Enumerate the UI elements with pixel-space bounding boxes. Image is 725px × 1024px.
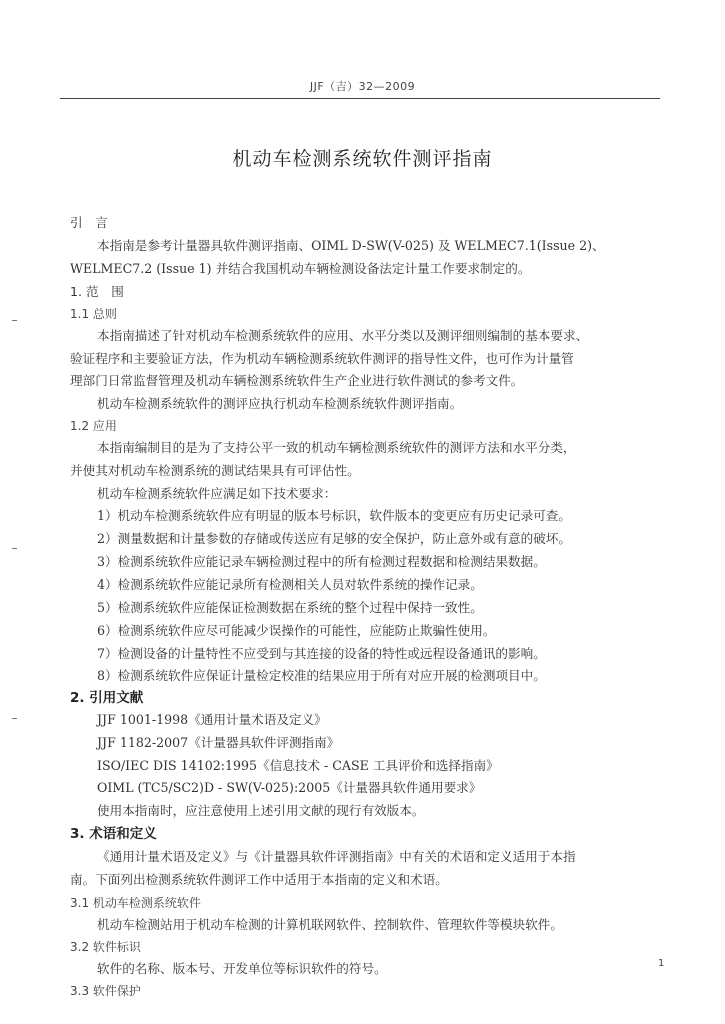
- reference-item: OIML (TC5/SC2)D - SW(V-025):2005《计量器具软件通用要求》: [97, 780, 482, 795]
- paragraph-line: 《通用计量术语及定义》与《计量器具软件评测指南》中有关的术语和定义适用于本指: [97, 849, 576, 864]
- section-2-heading: 2. 引用文献: [70, 690, 144, 706]
- section-3-heading: 3. 术语和定义: [70, 826, 157, 842]
- paragraph-line: 本指南编制目的是为了支持公平一致的机动车辆检测系统软件的测评方法和水平分类，: [97, 440, 576, 455]
- section-1-1-heading: 1.1 总则: [70, 307, 117, 321]
- binding-mark: [12, 548, 17, 549]
- section-3-2-heading: 3.2 软件标识: [70, 940, 141, 954]
- reference-note: 使用本指南时，应注意使用上述引用文献的现行有效版本。: [97, 803, 425, 818]
- requirement-item: 1）机动车检测系统软件应有明显的版本号标识，软件版本的变更应有历史记录可查。: [97, 508, 571, 523]
- reference-item: ISO/IEC DIS 14102:1995《信息技术 - CASE 工具评价和选择指南》: [97, 758, 499, 773]
- section-1-heading: 1. 范 围: [70, 284, 124, 299]
- paragraph-line: 机动车检测系统软件的测评应执行机动车检测系统软件测评指南。: [97, 396, 463, 411]
- intro-line: WELMEC7.2 (Issue 1) 并结合我国机动车辆检测设备法定计量工作要求制定的。: [70, 261, 531, 276]
- section-3-1-heading: 3.1 机动车检测系统软件: [70, 896, 201, 910]
- paragraph-line: 机动车检测系统软件应满足如下技术要求：: [97, 486, 337, 501]
- binding-mark: [12, 320, 17, 321]
- binding-mark: [12, 718, 17, 719]
- requirement-item: 7）检测设备的计量特性不应受到与其连接的设备的特性或远程设备通讯的影响。: [97, 646, 546, 661]
- header-rule: [60, 98, 660, 99]
- requirement-item: 6）检测系统软件应尽可能减少误操作的可能性，应能防止欺骗性使用。: [97, 623, 496, 638]
- requirement-item: 5）检测系统软件应能保证检测数据在系统的整个过程中保持一致性。: [97, 600, 483, 615]
- reference-item: JJF 1001-1998《通用计量术语及定义》: [97, 712, 327, 727]
- requirement-item: 2）测量数据和计量参数的存储或传送应有足够的安全保护，防止意外或有意的破坏。: [97, 531, 571, 546]
- paragraph-line: 南。下面列出检测系统软件测评工作中适用于本指南的定义和术语。: [70, 872, 448, 887]
- definition-text: 机动车检测站用于机动车检测的计算机联网软件、控制软件、管理软件等模块软件。: [97, 917, 563, 932]
- page-number: 1: [658, 958, 665, 969]
- requirement-item: 8）检测系统软件应保证计量检定校准的结果应用于所有对应开展的检测项目中。: [97, 668, 546, 683]
- requirement-item: 4）检测系统软件应能记录所有检测相关人员对软件系统的操作记录。: [97, 577, 483, 592]
- section-1-2-heading: 1.2 应用: [70, 419, 117, 433]
- intro-line: 本指南是参考计量器具软件测评指南、OIML D-SW(V-025) 及 WELMEC7.1(Issue 2)、: [97, 238, 605, 253]
- paragraph-line: 理部门日常监督管理及机动车辆检测系统软件生产企业进行软件测试的参考文件。: [70, 373, 524, 388]
- standard-code: JJF（吉）32—2009: [309, 80, 416, 93]
- section-3-3-heading: 3.3 软件保护: [70, 984, 141, 998]
- intro-heading: 引 言: [70, 215, 108, 230]
- paragraph-line: 验证程序和主要验证方法，作为机动车辆检测系统软件测评的指导性文件，也可作为计量管: [70, 351, 574, 366]
- requirement-item: 3）检测系统软件应能记录车辆检测过程中的所有检测过程数据和检测结果数据。: [97, 554, 546, 569]
- paragraph-line: 本指南描述了针对机动车检测系统软件的应用、水平分类以及测评细则编制的基本要求、: [97, 328, 589, 343]
- document-title: 机动车检测系统软件测评指南: [232, 148, 493, 170]
- paragraph-line: 并使其对机动车检测系统的测试结果具有可评估性。: [70, 463, 360, 478]
- definition-text: 软件的名称、版本号、开发单位等标识软件的符号。: [97, 961, 387, 976]
- reference-item: JJF 1182-2007《计量器具软件评测指南》: [97, 735, 340, 750]
